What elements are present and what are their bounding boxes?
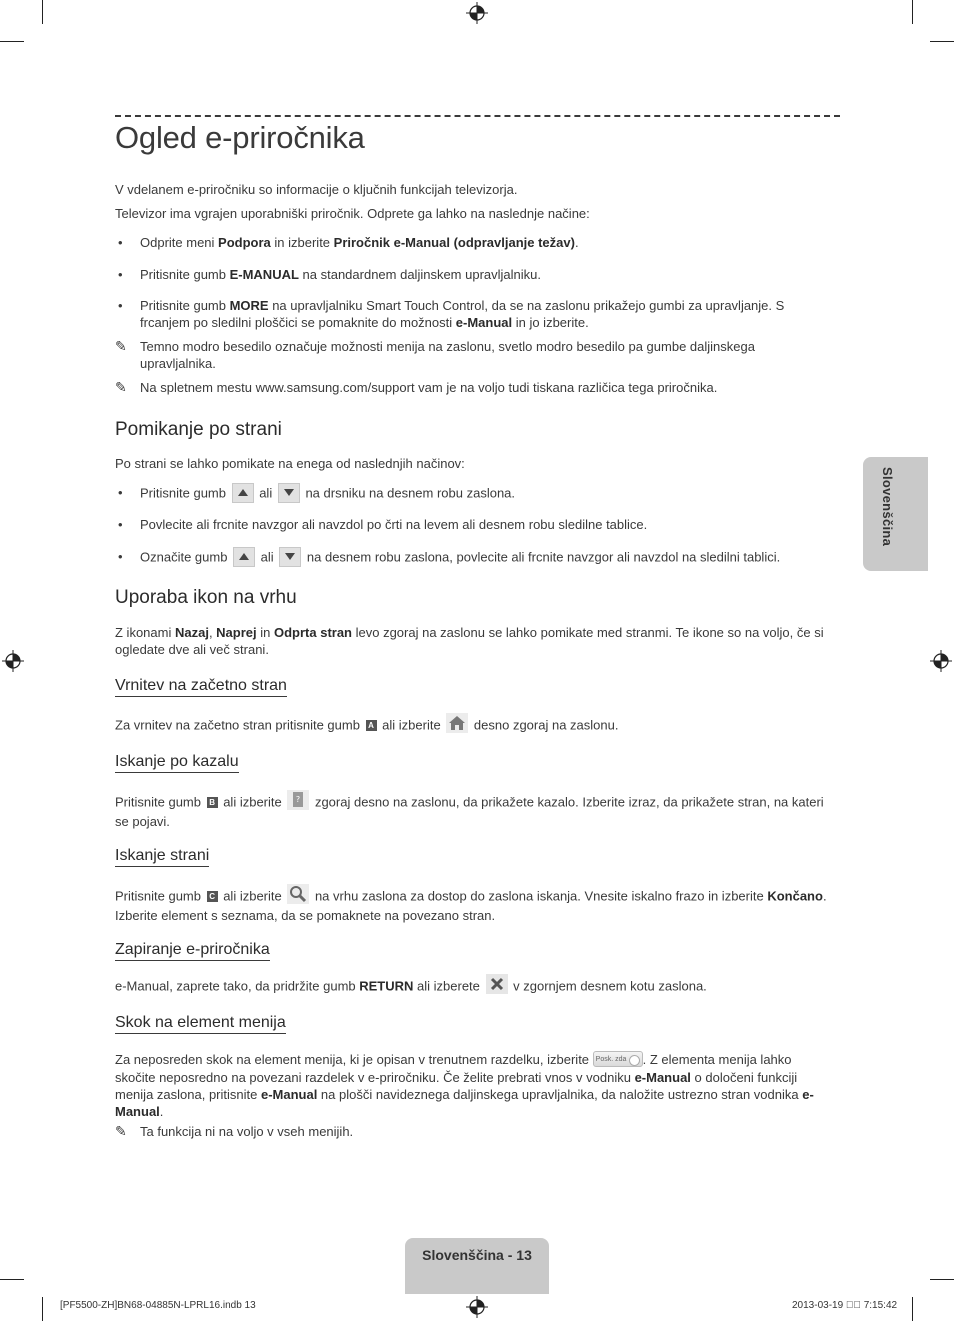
paragraph: Pritisnite gumb C ali izberite na vrhu zaslona za dostop do zaslona iskanja. Vnesite iskalno frazo in izberite Končano. Izberite element s seznama, da se pomaknete na povezano stran.	[115, 887, 835, 924]
bullet-icon: •	[118, 549, 123, 564]
crop-mark	[930, 41, 954, 42]
scroll-up-button-icon	[232, 483, 254, 503]
section-intro: Po strani se lahko pomikate na enega od naslednjih načinov:	[115, 456, 465, 471]
subsection-heading: Iskanje strani	[115, 847, 209, 867]
page-number: Slovenščina - 13	[422, 1247, 532, 1263]
registration-mark-icon	[2, 650, 24, 672]
bullet-icon: •	[118, 298, 123, 313]
paragraph: Za vrnitev na začetno stran pritisnite gumb A ali izberite desno zgoraj na zaslonu.	[115, 716, 835, 736]
side-tab-label: Slovenščina	[880, 467, 895, 547]
note-pencil-icon: ✎	[115, 338, 127, 354]
crop-mark	[930, 1279, 954, 1280]
paragraph: Za neposreden skok na element menija, ki je opisan v trenutnem razdelku, izberite Posk. zda . Z elementa menija lahko skočite neposredno na povezani razdelek v e-priročniku. Če želite prebrati vnos v vodniku e-Manual o določeni funkciji menija zaslona, pritisnite e-Manual na plošči navideznega daljinskega upravljalnika, da naložite ustrezno stran vodnika e-Manual.	[115, 1052, 814, 1119]
home-icon	[446, 713, 468, 733]
paragraph: Pritisnite gumb B ali izberite ? zgoraj desno na zaslonu, da prikažete kazalo. Izberite izraz, da prikažete stran, na kateri se pojavi.	[115, 793, 835, 830]
crop-mark	[912, 1297, 913, 1321]
crop-mark	[912, 0, 913, 24]
section-intro: Z ikonami Nazaj, Naprej in Odprta stran levo zgoraj na zaslonu se lahko pomikate med stranmi. Te ikone so na voljo, če si ogledate dve ali več strani.	[115, 625, 824, 657]
registration-mark-icon	[466, 1296, 488, 1318]
registration-mark-icon	[466, 2, 488, 24]
subsection-heading: Skok na element menija	[115, 1014, 286, 1034]
page-title: Ogled e-priročnika	[115, 120, 365, 155]
intro-text: V vdelanem e-priročniku so informacije o ključnih funkcijah televizorja.	[115, 182, 518, 197]
registration-mark-icon	[930, 650, 952, 672]
scroll-down-button-icon	[278, 483, 300, 503]
key-c-icon: C	[207, 891, 218, 902]
search-icon	[287, 884, 309, 904]
close-icon	[486, 974, 508, 994]
bullet-icon: •	[118, 485, 123, 500]
svg-text:?: ?	[296, 795, 301, 804]
scroll-up-button-icon	[233, 547, 255, 567]
header-divider	[115, 115, 840, 117]
crop-mark	[0, 41, 24, 42]
footer-file-info: [PF5500-ZH]BN68-04885N-LPRL16.indb 13	[60, 1300, 256, 1311]
bullet-icon: •	[118, 267, 123, 282]
subsection-heading: Zapiranje e-priročnika	[115, 941, 270, 961]
paragraph: e-Manual, zaprete tako, da pridržite gumb RETURN ali izberete v zgornjem desnem kotu zaslona.	[115, 977, 835, 997]
section-heading: Pomikanje po strani	[115, 419, 282, 440]
note-pencil-icon: ✎	[115, 1123, 127, 1139]
page-number-tab	[405, 1238, 549, 1294]
crop-mark	[42, 0, 43, 24]
subsection-heading: Iskanje po kazalu	[115, 753, 239, 773]
key-a-icon: A	[366, 720, 377, 731]
subsection-heading: Vrnitev na začetno stran	[115, 677, 287, 697]
crop-mark	[42, 1297, 43, 1321]
bullet-icon: •	[118, 235, 123, 250]
bullet-icon: •	[118, 517, 123, 532]
try-now-button-icon: Posk. zda	[593, 1051, 643, 1067]
scroll-down-button-icon	[279, 547, 301, 567]
key-b-icon: B	[207, 797, 218, 808]
crop-mark	[0, 1279, 24, 1280]
footer-timestamp: 2013-03-19 ￿￿ 7:15:42	[792, 1300, 898, 1311]
section-heading: Uporaba ikon na vrhu	[115, 587, 297, 608]
intro-text: Televizor ima vgrajen uporabniški priročnik. Odprete ga lahko na naslednje načine:	[115, 206, 590, 221]
note-pencil-icon: ✎	[115, 379, 127, 395]
index-icon	[287, 790, 309, 810]
language-side-tab	[863, 457, 928, 571]
